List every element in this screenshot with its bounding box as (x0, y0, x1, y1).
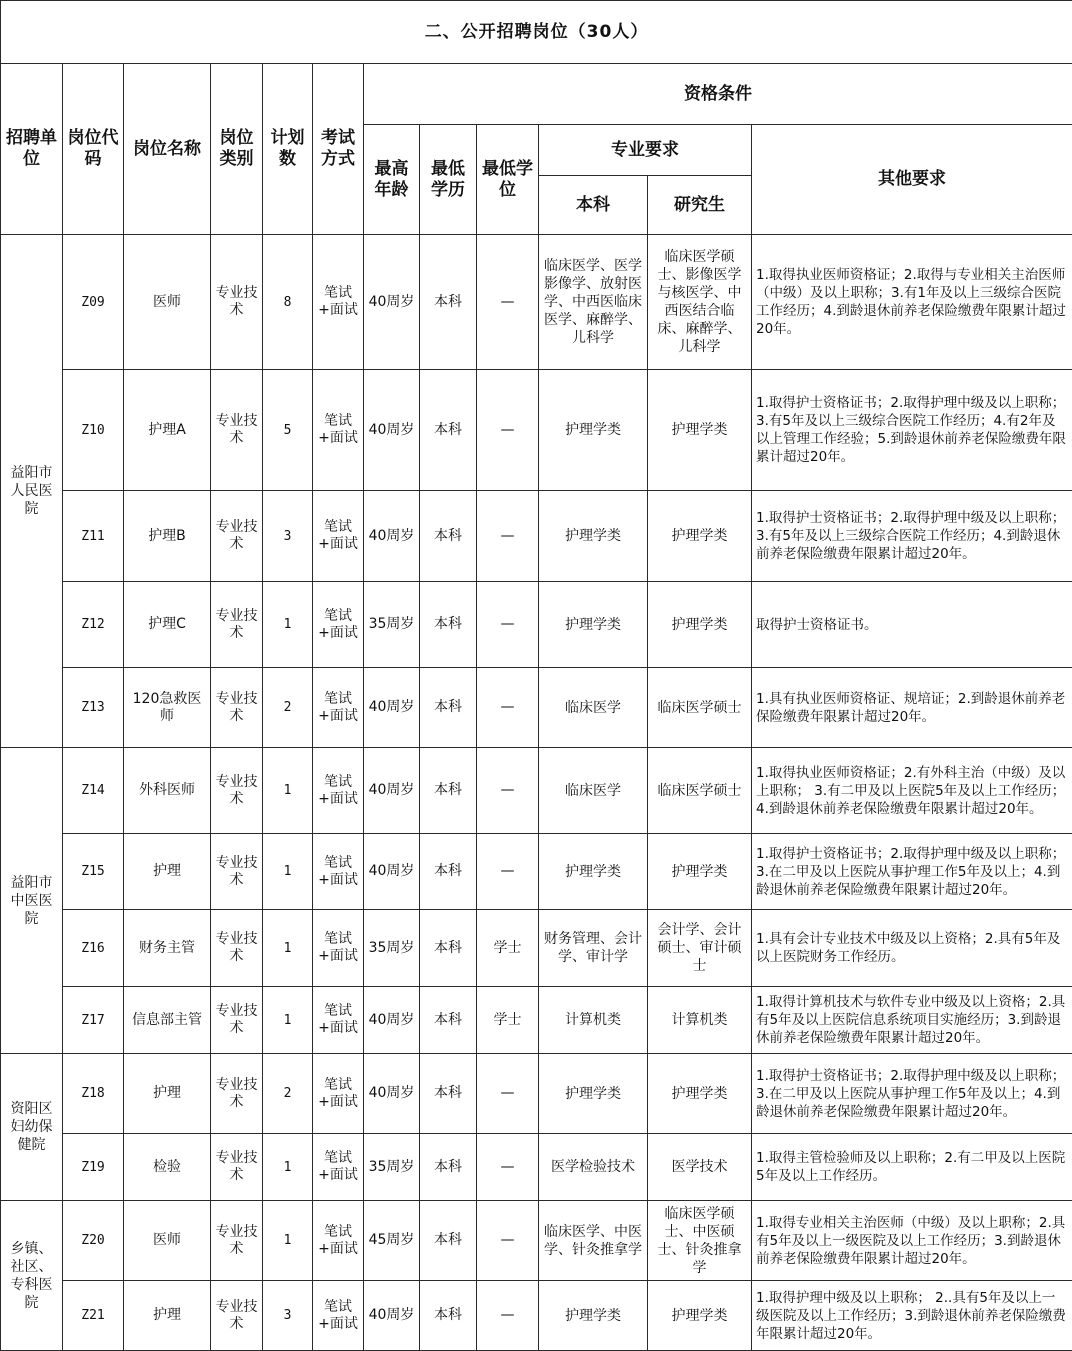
age-cell: 35周岁 (364, 1134, 420, 1201)
other-requirements-text: 1.取得执业医师资格证；2.有外科主治（中级）及以上职称； 3.有二甲及以上医院5年及以上工作经历；4.到龄退休前养老保险缴费年限累计超过20年。 (756, 764, 1068, 818)
other-requirements-text: 1.取得护士资格证书；2.取得护理中级及以上职称；3.有5年及以上三级综合医院工作经历；4.有2年及以上管理工作经验；5.到龄退休前养老保险缴费年限累计超过20年。 (756, 394, 1068, 466)
degree-cell: — (477, 668, 539, 748)
degree-cell: — (477, 1281, 539, 1351)
type-cell: 专业技术 (211, 987, 263, 1054)
age-cell: 40周岁 (364, 834, 420, 910)
header-postgrad: 研究生 (648, 176, 752, 235)
other-requirements-cell (752, 668, 1072, 748)
age-cell: 40周岁 (364, 1281, 420, 1351)
header-unit: 招聘单位 (1, 64, 63, 235)
code-cell: Z13 (63, 668, 124, 748)
age-cell: 35周岁 (364, 582, 420, 668)
header-undergrad: 本科 (539, 176, 648, 235)
degree-cell: — (477, 235, 539, 370)
other-requirements-text: 取得护士资格证书。 (756, 616, 1068, 634)
unit-cell: 资阳区妇幼保健院 (1, 1054, 63, 1201)
other-requirements-cell (752, 370, 1072, 491)
count-cell: 2 (263, 1054, 313, 1134)
count-cell: 3 (263, 491, 313, 582)
name-cell: 信息部主管 (124, 987, 211, 1054)
unit-cell: 乡镇、社区、专科医院 (1, 1201, 63, 1351)
unit-cell: 益阳市人民医院 (1, 235, 63, 748)
header-count: 计划数 (263, 64, 313, 235)
count-cell: 1 (263, 582, 313, 668)
postgrad-cell: 临床医学硕士 (648, 668, 752, 748)
name-cell: 外科医师 (124, 748, 211, 834)
header-major-req: 专业要求 (539, 125, 752, 176)
undergrad-cell: 临床医学 (539, 668, 648, 748)
type-cell: 专业技术 (211, 1201, 263, 1281)
type-cell: 专业技术 (211, 491, 263, 582)
header-max-age: 最高年龄 (364, 125, 420, 235)
degree-cell: — (477, 834, 539, 910)
exam-cell: 笔试+面试 (313, 1281, 364, 1351)
age-cell: 45周岁 (364, 1201, 420, 1281)
name-cell: 检验 (124, 1134, 211, 1201)
exam-cell: 笔试+面试 (313, 1201, 364, 1281)
edu-cell: 本科 (420, 235, 477, 370)
code-cell: Z17 (63, 987, 124, 1054)
exam-cell: 笔试+面试 (313, 987, 364, 1054)
count-cell: 2 (263, 668, 313, 748)
name-cell: 财务主管 (124, 910, 211, 987)
code-cell: Z15 (63, 834, 124, 910)
count-cell: 1 (263, 910, 313, 987)
code-cell: Z14 (63, 748, 124, 834)
code-cell: Z16 (63, 910, 124, 987)
name-cell: 120急救医师 (124, 668, 211, 748)
age-cell: 40周岁 (364, 668, 420, 748)
other-requirements-cell (752, 1054, 1072, 1134)
degree-cell: 学士 (477, 987, 539, 1054)
degree-cell: — (477, 582, 539, 668)
code-cell: Z09 (63, 235, 124, 370)
other-requirements-text: 1.取得专业相关主治医师（中级）及以上职称；2.具有5年及以上一级医院及以上工作经历；3.到龄退休前养老保险缴费年限累计超过20年。 (756, 1214, 1068, 1268)
name-cell: 医师 (124, 1201, 211, 1281)
code-cell: Z12 (63, 582, 124, 668)
undergrad-cell: 计算机类 (539, 987, 648, 1054)
undergrad-cell: 医学检验技术 (539, 1134, 648, 1201)
table-row (1, 1134, 1072, 1201)
table-row (1, 491, 1072, 582)
exam-cell: 笔试+面试 (313, 582, 364, 668)
code-cell: Z18 (63, 1054, 124, 1134)
degree-cell: — (477, 1201, 539, 1281)
postgrad-cell: 临床医学硕士、中医硕士、针灸推拿学 (648, 1201, 752, 1281)
undergrad-cell: 护理学类 (539, 1281, 648, 1351)
edu-cell: 本科 (420, 1201, 477, 1281)
type-cell: 专业技术 (211, 582, 263, 668)
header-name: 岗位名称 (124, 64, 211, 235)
exam-cell: 笔试+面试 (313, 491, 364, 582)
other-requirements-cell (752, 748, 1072, 834)
other-requirements-cell (752, 1134, 1072, 1201)
code-cell: Z20 (63, 1201, 124, 1281)
table-row (1, 748, 1072, 834)
exam-cell: 笔试+面试 (313, 1134, 364, 1201)
other-requirements-cell (752, 491, 1072, 582)
other-requirements-cell (752, 834, 1072, 910)
count-cell: 1 (263, 748, 313, 834)
name-cell: 护理 (124, 834, 211, 910)
degree-cell: — (477, 1054, 539, 1134)
type-cell: 专业技术 (211, 1281, 263, 1351)
postgrad-cell: 护理学类 (648, 491, 752, 582)
degree-cell: — (477, 748, 539, 834)
degree-cell: 学士 (477, 910, 539, 987)
other-requirements-text: 1.具有执业医师资格证、规培证；2.到龄退休前养老保险缴费年限累计超过20年。 (756, 690, 1068, 726)
header-exam: 考试方式 (313, 64, 364, 235)
count-cell: 1 (263, 1134, 313, 1201)
count-cell: 1 (263, 987, 313, 1054)
header-min-edu: 最低学历 (420, 125, 477, 235)
count-cell: 3 (263, 1281, 313, 1351)
age-cell: 40周岁 (364, 370, 420, 491)
postgrad-cell: 护理学类 (648, 370, 752, 491)
age-cell: 35周岁 (364, 910, 420, 987)
other-requirements-text: 1.取得主管检验师及以上职称；2.有二甲及以上医院5年及以上工作经历。 (756, 1149, 1068, 1185)
postgrad-cell: 计算机类 (648, 987, 752, 1054)
postgrad-cell: 医学技术 (648, 1134, 752, 1201)
code-cell: Z19 (63, 1134, 124, 1201)
edu-cell: 本科 (420, 370, 477, 491)
age-cell: 40周岁 (364, 491, 420, 582)
undergrad-cell: 财务管理、会计学、审计学 (539, 910, 648, 987)
code-cell: Z11 (63, 491, 124, 582)
table-row (1, 582, 1072, 668)
undergrad-cell: 护理学类 (539, 370, 648, 491)
name-cell: 医师 (124, 235, 211, 370)
name-cell: 护理 (124, 1281, 211, 1351)
unit-cell: 益阳市中医医院 (1, 748, 63, 1054)
count-cell: 8 (263, 235, 313, 370)
other-requirements-text: 1.取得护理中级及以上职称； 2..具有5年及以上一级医院及以上工作经历；3.到龄退休前养老保险缴费年限累计超过20年。 (756, 1289, 1068, 1343)
edu-cell: 本科 (420, 491, 477, 582)
other-requirements-cell (752, 1281, 1072, 1351)
exam-cell: 笔试+面试 (313, 668, 364, 748)
edu-cell: 本科 (420, 1281, 477, 1351)
edu-cell: 本科 (420, 1054, 477, 1134)
edu-cell: 本科 (420, 910, 477, 987)
count-cell: 1 (263, 1201, 313, 1281)
table-row (1, 987, 1072, 1054)
exam-cell: 笔试+面试 (313, 834, 364, 910)
code-cell: Z21 (63, 1281, 124, 1351)
name-cell: 护理 (124, 1054, 211, 1134)
type-cell: 专业技术 (211, 1054, 263, 1134)
undergrad-cell: 护理学类 (539, 834, 648, 910)
type-cell: 专业技术 (211, 910, 263, 987)
other-requirements-cell (752, 1201, 1072, 1281)
type-cell: 专业技术 (211, 834, 263, 910)
age-cell: 40周岁 (364, 1054, 420, 1134)
other-requirements-text: 1.取得护士资格证书；2.取得护理中级及以上职称；3.在二甲及以上医院从事护理工作5年及以上；4.到龄退休前养老保险缴费年限累计超过20年。 (756, 1067, 1068, 1121)
other-requirements-text: 1.具有会计专业技术中级及以上资格；2.具有5年及以上医院财务工作经历。 (756, 930, 1068, 966)
edu-cell: 本科 (420, 987, 477, 1054)
table-row (1, 1201, 1072, 1281)
header-min-degree: 最低学位 (477, 125, 539, 235)
postgrad-cell: 会计学、会计硕士、审计硕士 (648, 910, 752, 987)
type-cell: 专业技术 (211, 668, 263, 748)
postgrad-cell: 护理学类 (648, 1281, 752, 1351)
other-requirements-cell (752, 910, 1072, 987)
table-title: 二、公开招聘岗位（30人） (1, 1, 1072, 64)
undergrad-cell: 临床医学 (539, 748, 648, 834)
exam-cell: 笔试+面试 (313, 370, 364, 491)
count-cell: 1 (263, 834, 313, 910)
undergrad-cell: 护理学类 (539, 582, 648, 668)
exam-cell: 笔试+面试 (313, 235, 364, 370)
name-cell: 护理B (124, 491, 211, 582)
header-qualification: 资格条件 (364, 64, 1072, 125)
header-code: 岗位代码 (63, 64, 124, 235)
table-row (1, 1281, 1072, 1351)
type-cell: 专业技术 (211, 1134, 263, 1201)
postgrad-cell: 临床医学硕士 (648, 748, 752, 834)
table-row (1, 668, 1072, 748)
degree-cell: — (477, 370, 539, 491)
table-row (1, 1054, 1072, 1134)
type-cell: 专业技术 (211, 235, 263, 370)
edu-cell: 本科 (420, 1134, 477, 1201)
undergrad-cell: 临床医学、中医学、针灸推拿学 (539, 1201, 648, 1281)
header-other: 其他要求 (752, 125, 1072, 235)
undergrad-cell: 护理学类 (539, 1054, 648, 1134)
table-row (1, 834, 1072, 910)
count-cell: 5 (263, 370, 313, 491)
other-requirements-cell (752, 582, 1072, 668)
name-cell: 护理A (124, 370, 211, 491)
edu-cell: 本科 (420, 748, 477, 834)
postgrad-cell: 护理学类 (648, 834, 752, 910)
header-type: 岗位类别 (211, 64, 263, 235)
exam-cell: 笔试+面试 (313, 910, 364, 987)
degree-cell: — (477, 491, 539, 582)
table-row (1, 370, 1072, 491)
undergrad-cell: 护理学类 (539, 491, 648, 582)
code-cell: Z10 (63, 370, 124, 491)
edu-cell: 本科 (420, 668, 477, 748)
exam-cell: 笔试+面试 (313, 748, 364, 834)
other-requirements-text: 1.取得执业医师资格证；2.取得与专业相关主治医师（中级）及以上职称；3.有1年及以上三级综合医院工作经历；4.到龄退休前养老保险缴费年限累计超过20年。 (756, 266, 1068, 338)
table-row (1, 235, 1072, 370)
undergrad-cell: 临床医学、医学影像学、放射医学、中西医临床医学、麻醉学、儿科学 (539, 235, 648, 370)
degree-cell: — (477, 1134, 539, 1201)
other-requirements-cell (752, 987, 1072, 1054)
postgrad-cell: 护理学类 (648, 1054, 752, 1134)
postgrad-cell: 临床医学硕士、影像医学与核医学、中西医结合临床、麻醉学、儿科学 (648, 235, 752, 370)
age-cell: 40周岁 (364, 987, 420, 1054)
type-cell: 专业技术 (211, 748, 263, 834)
other-requirements-text: 1.取得护士资格证书；2.取得护理中级及以上职称；3.在二甲及以上医院从事护理工作5年及以上；4.到龄退休前养老保险缴费年限累计超过20年。 (756, 845, 1068, 899)
postgrad-cell: 护理学类 (648, 582, 752, 668)
age-cell: 40周岁 (364, 748, 420, 834)
other-requirements-text: 1.取得计算机技术与软件专业中级及以上资格；2.具有5年及以上医院信息系统项目实施经历；3.到龄退休前养老保险缴费年限累计超过20年。 (756, 993, 1068, 1047)
edu-cell: 本科 (420, 834, 477, 910)
other-requirements-text: 1.取得护士资格证书；2.取得护理中级及以上职称；3.有5年及以上三级综合医院工作经历；4.到龄退休前养老保险缴费年限累计超过20年。 (756, 509, 1068, 563)
edu-cell: 本科 (420, 582, 477, 668)
age-cell: 40周岁 (364, 235, 420, 370)
table-row (1, 910, 1072, 987)
other-requirements-cell (752, 235, 1072, 370)
exam-cell: 笔试+面试 (313, 1054, 364, 1134)
type-cell: 专业技术 (211, 370, 263, 491)
name-cell: 护理C (124, 582, 211, 668)
